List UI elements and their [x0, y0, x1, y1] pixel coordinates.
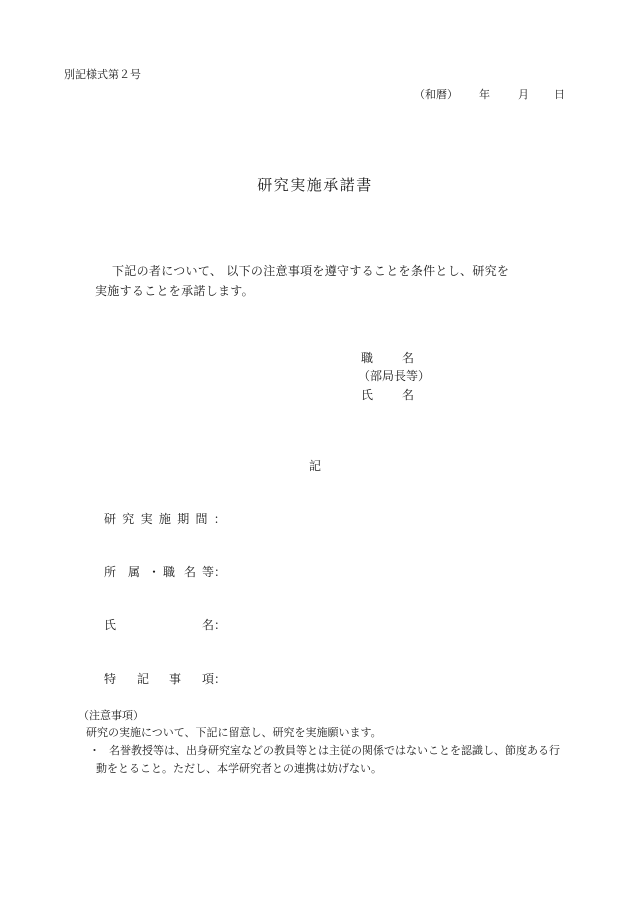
notes-char-2: 記	[137, 672, 150, 686]
affil-char-3: ・	[148, 565, 161, 579]
notes-line-1: 研究の実施について、下記に留意し、研究を実施願います。	[86, 726, 382, 739]
signature-position-b: 名	[402, 351, 415, 365]
notes-heading: （注意事項）	[78, 709, 144, 722]
affil-char-6: 等：	[202, 565, 227, 579]
ki-heading: 記	[308, 459, 321, 473]
affil-char-4: 職	[163, 565, 176, 579]
day-label: 日	[554, 88, 565, 101]
affil-char-2: 属	[128, 565, 141, 579]
month-label: 月	[518, 88, 529, 101]
document-title: 研究実施承諾書	[257, 176, 373, 194]
affil-char-5: 名	[184, 565, 197, 579]
notes-char-4: 項：	[202, 672, 227, 686]
era-label: （和暦）	[414, 88, 458, 101]
affil-char-1: 所	[104, 565, 117, 579]
form-number: 別記様式第２号	[64, 68, 141, 81]
signature-name-b: 名	[402, 388, 415, 402]
intro-line-2: 実施することを承諾します。	[95, 284, 254, 298]
field-research-period: 研究実施期間：	[104, 512, 233, 526]
notes-char-1: 特	[104, 672, 117, 686]
signature-dept: （部局長等）	[358, 369, 431, 383]
notes-char-3: 事	[169, 672, 182, 686]
intro-line-1: 下記の者について、 以下の注意事項を遵守することを条件とし、研究を	[112, 264, 510, 278]
notes-bullet: ・	[89, 744, 100, 757]
name-char-2: 名：	[202, 618, 227, 632]
notes-line-3: 動をとること。ただし、本学研究者との連携は妨げない。	[96, 762, 382, 775]
year-label: 年	[479, 88, 490, 101]
signature-position-a: 職	[361, 351, 374, 365]
notes-line-2: 名誉教授等は、出身研究室などの教員等とは主従の関係ではないことを認識し、節度ある行	[109, 744, 560, 757]
signature-name-a: 氏	[361, 388, 374, 402]
name-char-1: 氏	[104, 618, 117, 632]
